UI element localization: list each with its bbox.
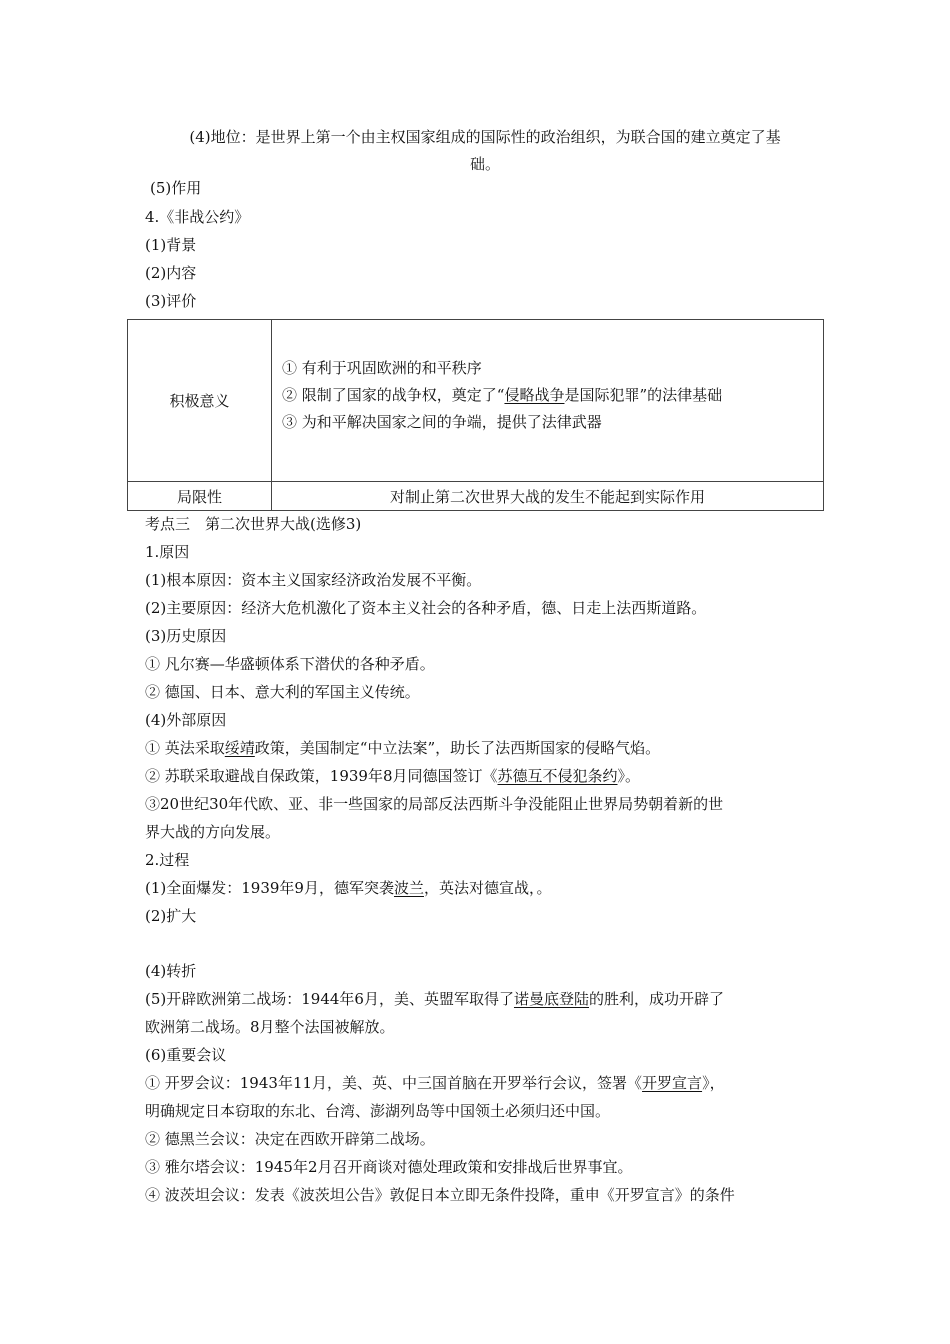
league-role: (5)作用 xyxy=(150,179,202,197)
process-title: 2.过程 xyxy=(145,851,190,869)
causes-title: 1.原因 xyxy=(145,543,190,561)
limitation-label: 局限性 xyxy=(128,482,272,511)
cause-historical-title: (3)历史原因 xyxy=(145,627,227,645)
process-expansion: (2)扩大 xyxy=(145,907,197,925)
conferences-title: (6)重要会议 xyxy=(145,1046,227,1064)
table-row xyxy=(128,482,824,511)
kellogg-title: 4.《非战公约》 xyxy=(145,208,250,226)
positive-item: ③ 为和平解决国家之间的争端，提供了法律武器 xyxy=(282,413,602,431)
table-row xyxy=(128,320,824,482)
yalta-conference: ③ 雅尔塔会议：1945年2月召开商谈对德处理政策和安排战后世界事宜。 xyxy=(145,1158,633,1176)
kellogg-evaluation: (3)评价 xyxy=(145,292,197,310)
kellogg-content: (2)内容 xyxy=(145,264,197,282)
cause-external-item: ② 苏联采取避战自保政策，1939年8月同德国签订《苏德互不侵犯条约》。 xyxy=(145,767,641,785)
positive-cell xyxy=(272,320,824,482)
league-status-line2: 础。 xyxy=(469,155,500,173)
positive-label: 积极意义 xyxy=(128,320,272,482)
cause-external-item-line1: ③20世纪30年代欧、亚、非一些国家的局部反法西斯斗争没能阻止世界局势朝着新的世 xyxy=(145,795,724,813)
cause-historical-item: ② 德国、日本、意大利的军国主义传统。 xyxy=(145,683,420,701)
cause-external-item: ① 英法采取绥靖政策，美国制定“中立法案”，助长了法西斯国家的侵略气焰。 xyxy=(145,739,661,757)
cause-external-title: (4)外部原因 xyxy=(145,711,227,729)
ww2-heading: 考点三 第二次世界大战(选修3) xyxy=(145,515,362,533)
potsdam-conference: ④ 波茨坦会议：发表《波茨坦公告》敦促日本立即无条件投降，重申《开罗宣言》的条件 xyxy=(145,1186,735,1204)
cause-historical-item: ① 凡尔赛—华盛顿体系下潜伏的各种矛盾。 xyxy=(145,655,435,673)
second-front-line2: 欧洲第二战场。8月整个法国被解放。 xyxy=(145,1018,395,1036)
process-outbreak: (1)全面爆发：1939年9月，德军突袭波兰，英法对德宣战，。 xyxy=(145,879,552,897)
league-status-line1: (4)地位：是世界上第一个由主权国家组成的国际性的政治组织，为联合国的建立奠定了基 xyxy=(189,128,781,146)
limitation-text: 对制止第二次世界大战的发生不能起到实际作用 xyxy=(272,482,824,511)
positive-item: ② 限制了国家的战争权，奠定了“侵略战争是国际犯罪”的法律基础 xyxy=(282,386,723,404)
cause-main: (2)主要原因：经济大危机激化了资本主义社会的各种矛盾，德、日走上法西斯道路。 xyxy=(145,599,707,617)
tehran-conference: ② 德黑兰会议：决定在西欧开辟第二战场。 xyxy=(145,1130,435,1148)
evaluation-table xyxy=(127,319,824,511)
process-turning: (4)转折 xyxy=(145,962,197,980)
cairo-line2: 明确规定日本窃取的东北、台湾、澎湖列岛等中国领土必须归还中国。 xyxy=(145,1102,611,1120)
cairo-line1: ① 开罗会议：1943年11月，美、英、中三国首脑在开罗举行会议，签署《开罗宣言》， xyxy=(145,1074,725,1092)
cause-fundamental: (1)根本原因：资本主义国家经济政治发展不平衡。 xyxy=(145,571,482,589)
cause-external-item-line2: 界大战的方向发展。 xyxy=(145,823,281,841)
second-front-line1: (5)开辟欧洲第二战场：1944年6月，美、英盟军取得了诺曼底登陆的胜利，成功开辟了 xyxy=(145,990,724,1008)
kellogg-background: (1)背景 xyxy=(145,236,197,254)
positive-item: ① 有利于巩固欧洲的和平秩序 xyxy=(282,359,482,377)
league-status-paragraph xyxy=(145,124,825,178)
